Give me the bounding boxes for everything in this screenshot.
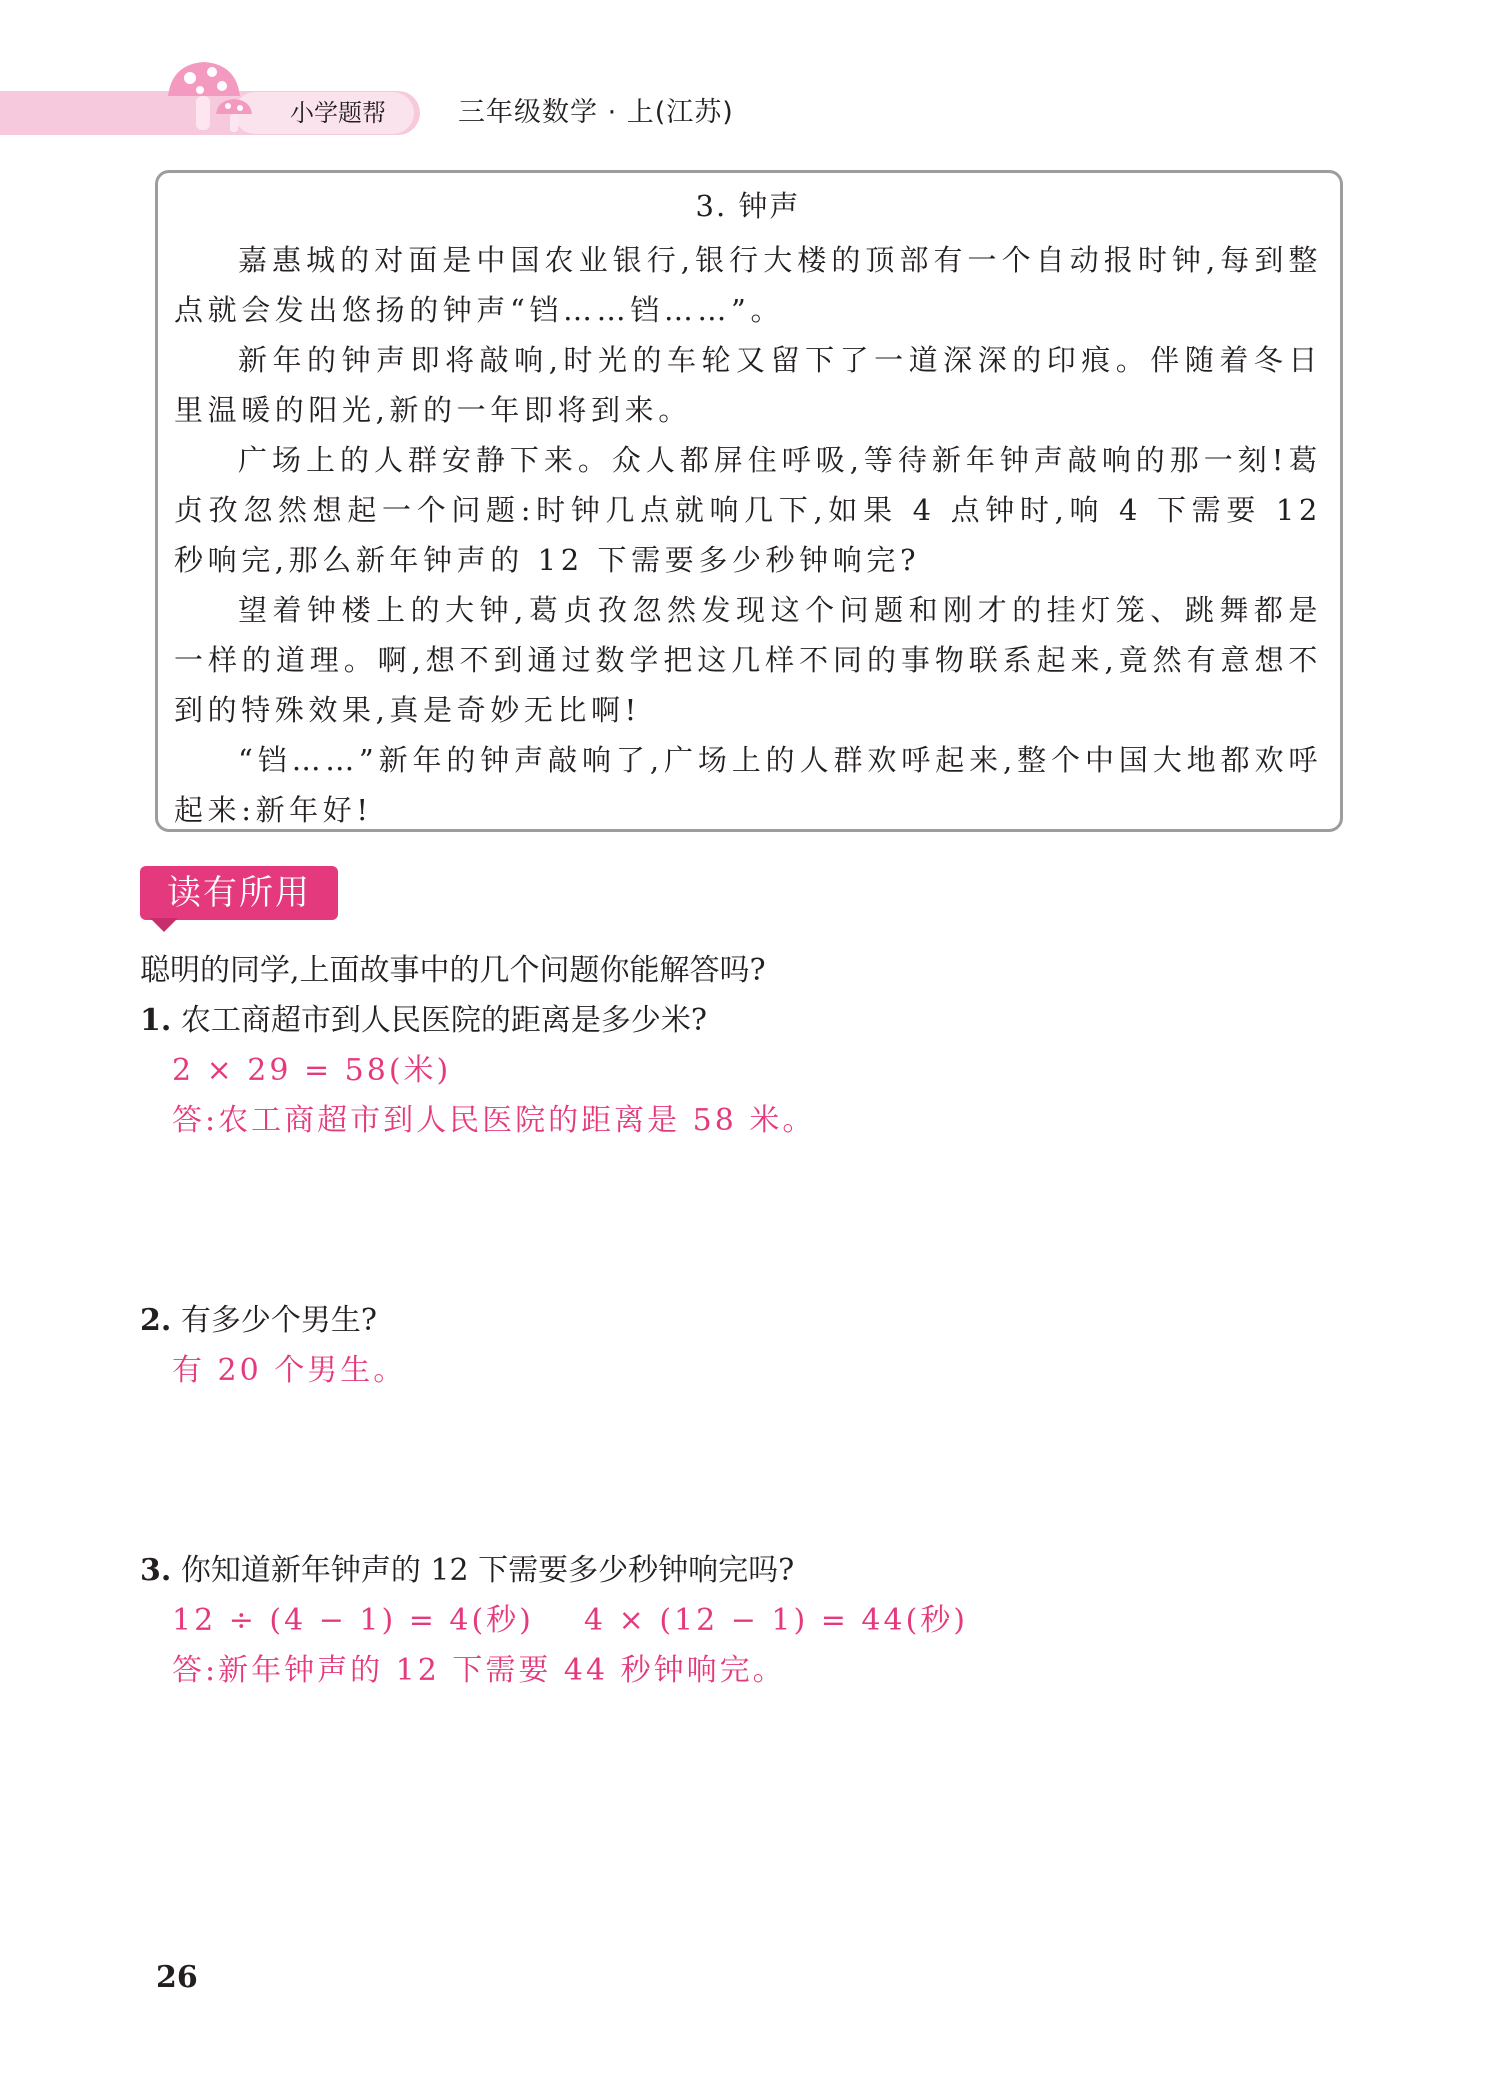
story-paragraph: 广场上的人群安静下来。众人都屏住呼吸,等待新年钟声敲响的那一刻!葛贞孜忽然想起一个问题:时钟几点就响几下,如果 4 点钟时,响 4 下需要 12 秒响完,那么新年钟声的 12 下需要多少秒钟响完? <box>174 443 1322 577</box>
answer-line: 答:新年钟声的 12 下需要 44 秒钟响完。 <box>172 1653 786 1688</box>
question-text: 农工商超市到人民医院的距离是多少米? <box>180 1003 707 1038</box>
brand-name: 小学题帮 <box>290 99 386 127</box>
question-number: 2. <box>140 1303 172 1338</box>
section-tag-tail <box>150 918 178 932</box>
story-paragraph: “铛……”新年的钟声敲响了,广场上的人群欢呼起来,整个中国大地都欢呼起来:新年好! <box>174 743 1322 827</box>
story-paragraph: 望着钟楼上的大钟,葛贞孜忽然发现这个问题和刚才的挂灯笼、跳舞都是一样的道理。啊,想不到通过数学把这几样不同的事物联系起来,竟然有意想不到的特殊效果,真是奇妙无比啊! <box>174 593 1322 727</box>
question-2 <box>140 1300 377 1342</box>
question-text: 你知道新年钟声的 12 下需要多少秒钟响完吗? <box>180 1553 795 1588</box>
book-title: 三年级数学 · 上(江苏) <box>458 97 734 128</box>
section-intro: 聪明的同学,上面故事中的几个问题你能解答吗? <box>140 953 766 988</box>
question-number: 1. <box>140 1003 172 1038</box>
answer-line: 2 × 29 = 58(米) <box>172 1053 452 1088</box>
story-title: 3. 钟声 <box>695 189 801 223</box>
mushroom-logo-icon <box>160 56 260 146</box>
question-3 <box>140 1550 794 1592</box>
question-number: 3. <box>140 1553 172 1588</box>
answer-line: 有 20 个男生。 <box>172 1353 407 1388</box>
story-paragraph: 新年的钟声即将敲响,时光的车轮又留下了一道深深的印痕。伴随着冬日里温暖的阳光,新的一年即将到来。 <box>174 343 1322 427</box>
answer-line: 12 ÷ (4 − 1) = 4(秒) 4 × (12 − 1) = 44(秒) <box>172 1603 968 1638</box>
question-text: 有多少个男生? <box>180 1303 377 1338</box>
story-paragraph: 嘉惠城的对面是中国农业银行,银行大楼的顶部有一个自动报时钟,每到整点就会发出悠扬的钟声“铛……铛……”。 <box>174 243 1322 327</box>
story-box <box>155 170 1343 832</box>
page-number: 26 <box>156 1960 198 1995</box>
section-tag: 读有所用 <box>140 866 338 920</box>
answer-line: 答:农工商超市到人民医院的距离是 58 米。 <box>172 1103 816 1138</box>
question-1 <box>140 1000 707 1042</box>
